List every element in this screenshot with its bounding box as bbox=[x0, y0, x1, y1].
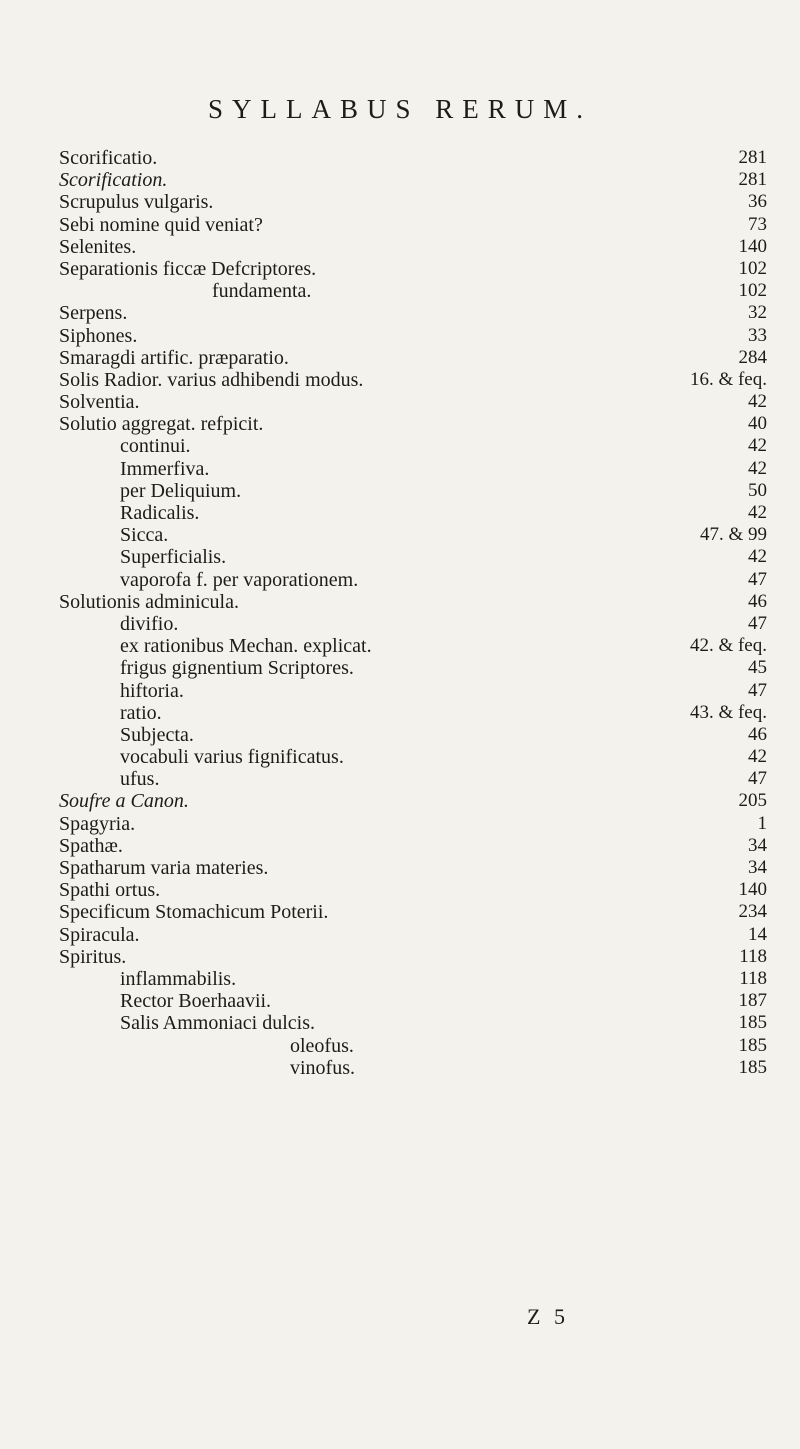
index-entries bbox=[0, 147, 800, 1079]
entry-page: 14 bbox=[748, 923, 767, 945]
list-item bbox=[0, 968, 800, 990]
entry-page: 43. & feq. bbox=[689, 701, 767, 723]
entry-page: 185 bbox=[738, 1012, 767, 1034]
entry-page: 42. & feq. bbox=[689, 635, 767, 657]
list-item bbox=[0, 391, 800, 413]
entry-page: 205 bbox=[738, 790, 767, 812]
list-item bbox=[0, 413, 800, 435]
entry-term: Siphones. bbox=[59, 324, 138, 347]
entry-term: Immerfiva. bbox=[120, 457, 210, 480]
list-item bbox=[0, 635, 800, 657]
entry-page: 33 bbox=[748, 324, 767, 346]
entry-page: 34 bbox=[748, 834, 767, 856]
entry-page: 42 bbox=[748, 746, 767, 768]
entry-term: hiftoria. bbox=[120, 679, 184, 702]
list-item bbox=[0, 768, 800, 790]
entry-page: 140 bbox=[738, 235, 767, 257]
list-item bbox=[0, 1057, 800, 1079]
entry-page: 42 bbox=[748, 546, 767, 568]
entry-term: Solventia. bbox=[59, 391, 140, 414]
entry-page: 50 bbox=[748, 479, 767, 501]
entry-term: Solutio aggregat. refpicit. bbox=[59, 413, 264, 436]
entry-term: Spiritus. bbox=[59, 945, 127, 968]
list-item bbox=[0, 790, 800, 812]
entry-page: 47. & 99 bbox=[699, 524, 767, 546]
list-item bbox=[0, 657, 800, 679]
entry-term: Scorification. bbox=[59, 169, 168, 192]
list-item bbox=[0, 1035, 800, 1057]
entry-page: 47 bbox=[748, 612, 767, 634]
entry-page: 46 bbox=[748, 590, 767, 612]
entry-term: Selenites. bbox=[59, 235, 137, 258]
list-item bbox=[0, 746, 800, 768]
entry-page: 16. & feq. bbox=[689, 368, 767, 390]
list-item bbox=[0, 946, 800, 968]
entry-term: Separationis ficcæ Defcriptores. bbox=[59, 257, 317, 280]
list-item bbox=[0, 569, 800, 591]
list-item bbox=[0, 813, 800, 835]
entry-page: 40 bbox=[748, 413, 767, 435]
entry-page: 102 bbox=[738, 280, 767, 302]
entry-term: vinofus. bbox=[290, 1056, 355, 1079]
entry-term: divifio. bbox=[120, 612, 179, 635]
entry-term: Spiracula. bbox=[59, 923, 140, 946]
entry-page: 118 bbox=[739, 967, 767, 989]
entry-term: continui. bbox=[120, 435, 191, 458]
list-item bbox=[0, 480, 800, 502]
list-item bbox=[0, 591, 800, 613]
list-item bbox=[0, 325, 800, 347]
entry-term: Rector Boerhaavii. bbox=[120, 990, 272, 1013]
list-item bbox=[0, 458, 800, 480]
entry-page: 281 bbox=[738, 169, 767, 191]
entry-page: 46 bbox=[748, 723, 767, 745]
entry-page: 36 bbox=[748, 191, 767, 213]
list-item bbox=[0, 369, 800, 391]
list-item bbox=[0, 613, 800, 635]
entry-page: 42 bbox=[748, 435, 767, 457]
entry-term: Spatharum varia materies. bbox=[59, 857, 269, 879]
entry-page: 185 bbox=[738, 1056, 767, 1078]
list-item bbox=[0, 901, 800, 923]
entry-page: 118 bbox=[739, 945, 767, 967]
entry-term: Scorificatio. bbox=[59, 147, 158, 169]
entry-term: Scrupulus vulgaris. bbox=[59, 191, 214, 214]
entry-term: Smaragdi artific. præparatio. bbox=[59, 346, 289, 369]
entry-page: 140 bbox=[738, 879, 767, 901]
list-item bbox=[0, 214, 800, 236]
entry-page: 42 bbox=[748, 391, 767, 413]
entry-term: ufus. bbox=[120, 768, 160, 791]
list-item bbox=[0, 879, 800, 901]
entry-page: 281 bbox=[738, 147, 767, 168]
entry-page: 234 bbox=[738, 901, 767, 923]
entry-term: ex rationibus Mechan. explicat. bbox=[120, 635, 372, 658]
entry-page: 284 bbox=[738, 346, 767, 368]
entry-page: 42 bbox=[748, 502, 767, 523]
entry-page: 185 bbox=[738, 1034, 767, 1056]
list-item bbox=[0, 435, 800, 457]
list-item bbox=[0, 1012, 800, 1034]
entry-term: Specificum Stomachicum Poterii. bbox=[59, 901, 329, 924]
entry-page: 42 bbox=[748, 457, 767, 479]
list-item bbox=[0, 680, 800, 702]
entry-term: Sicca. bbox=[120, 524, 169, 547]
list-item bbox=[0, 724, 800, 746]
entry-term: oleofus. bbox=[290, 1034, 354, 1057]
entry-term: inflammabilis. bbox=[120, 967, 237, 990]
list-item bbox=[0, 236, 800, 258]
entry-page: 45 bbox=[748, 657, 767, 679]
page-header: SYLLABUS RERUM. bbox=[207, 94, 593, 124]
entry-page: 47 bbox=[748, 568, 767, 590]
list-item bbox=[0, 147, 800, 169]
entry-term: Sebi nomine quid veniat? bbox=[59, 213, 263, 236]
list-item bbox=[0, 302, 800, 324]
list-item bbox=[0, 347, 800, 369]
entry-page: 1 bbox=[757, 812, 767, 834]
entry-page: 102 bbox=[738, 257, 767, 279]
entry-page: 47 bbox=[748, 679, 767, 701]
list-item bbox=[0, 191, 800, 213]
list-item bbox=[0, 169, 800, 191]
entry-term: Subjecta. bbox=[120, 723, 194, 746]
list-item bbox=[0, 258, 800, 280]
list-item bbox=[0, 546, 800, 568]
signature-mark: Z 5 bbox=[527, 1304, 569, 1329]
entry-term: ratio. bbox=[120, 701, 162, 724]
list-item bbox=[0, 924, 800, 946]
entry-page: 32 bbox=[748, 302, 767, 324]
entry-term: vocabuli varius fignificatus. bbox=[120, 746, 344, 769]
list-item bbox=[0, 524, 800, 546]
entry-term: frigus gignentium Scriptores. bbox=[120, 657, 354, 680]
entry-term: Superficialis. bbox=[120, 546, 227, 569]
entry-term: Spagyria. bbox=[59, 812, 136, 835]
entry-term: fundamenta. bbox=[212, 280, 312, 303]
entry-term: Soufre a Canon. bbox=[59, 790, 189, 813]
entry-page: 34 bbox=[748, 857, 767, 878]
entry-term: per Deliquium. bbox=[120, 479, 242, 502]
entry-page: 73 bbox=[748, 213, 767, 235]
entry-term: Salis Ammoniaci dulcis. bbox=[120, 1012, 315, 1035]
entry-page: 47 bbox=[748, 768, 767, 790]
entry-term: Solutionis adminicula. bbox=[59, 590, 239, 613]
entry-term: Radicalis. bbox=[120, 502, 200, 524]
entry-term: Solis Radior. varius adhibendi modus. bbox=[59, 368, 364, 391]
entry-term: Serpens. bbox=[59, 302, 128, 325]
list-item bbox=[0, 502, 800, 524]
list-item bbox=[0, 835, 800, 857]
list-item bbox=[0, 990, 800, 1012]
entry-term: Spathi ortus. bbox=[59, 879, 161, 902]
list-item bbox=[0, 857, 800, 879]
list-item bbox=[0, 702, 800, 724]
entry-term: Spathæ. bbox=[59, 834, 123, 857]
entry-term: vaporofa f. per vaporationem. bbox=[120, 568, 359, 591]
entry-page: 187 bbox=[738, 990, 767, 1012]
list-item bbox=[0, 280, 800, 302]
